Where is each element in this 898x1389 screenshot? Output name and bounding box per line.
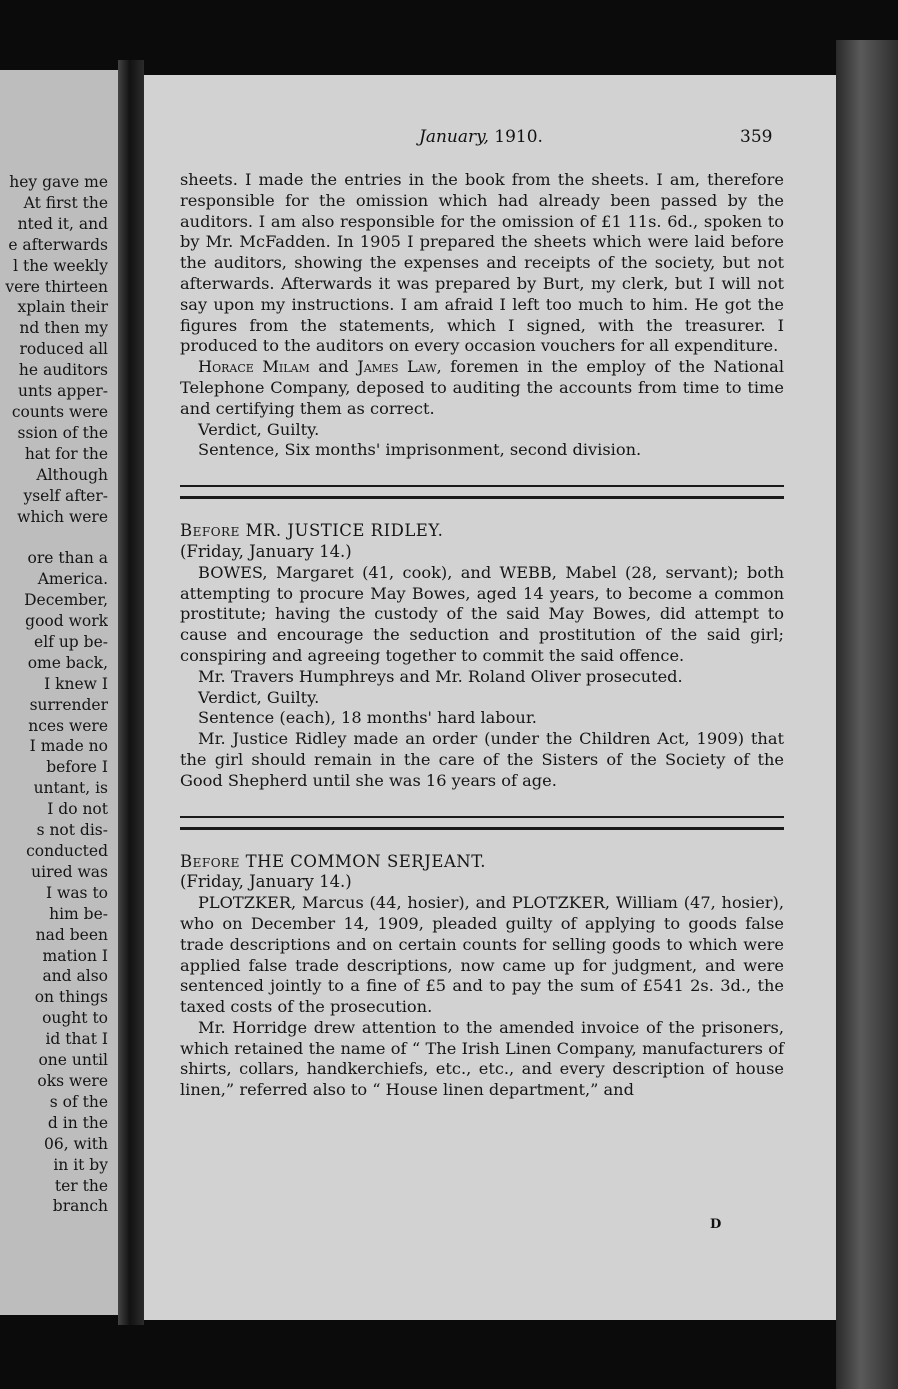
left-fragment-line: and also — [42, 967, 108, 986]
left-fragment-line: I made no — [29, 737, 108, 756]
left-fragment-line: untant, is — [33, 779, 108, 798]
section-heading-ridley — [180, 521, 784, 542]
left-fragment-line: in it by — [53, 1155, 108, 1174]
signature-mark: D — [710, 1217, 722, 1232]
left-fragment-line — [0, 527, 108, 548]
left-fragment-line: roduced all — [19, 340, 108, 359]
header-year: 1910. — [494, 127, 543, 147]
facing-page-left — [0, 70, 118, 1315]
heading-judge: MR. JUSTICE RIDLEY. — [245, 521, 444, 541]
page-body — [180, 170, 784, 1101]
left-fragment-line: before I — [46, 758, 108, 777]
left-fragment-line: 06, with — [43, 1134, 108, 1153]
left-fragment-line: Although — [36, 465, 108, 484]
header-title — [419, 127, 543, 147]
left-fragment-line: America. — [37, 570, 108, 589]
left-fragment-line: branch — [52, 1197, 108, 1216]
testimony-paragraph: sheets. I made the entries in the book from the sheets. I am, therefore responsible for the omission which had already been passed by the auditors. I am also responsible for the omission of £1 11s. 6d., spoken to by Mr. McFadden. In 1905 I prepared the sheets which were laid before the auditors, showing the expenses and receipts of the society, but not afterwards. Afterwards it was prepared by Burt, my clerk, but I will not say upon my instructions. I am afraid I left too much to him. He got the figures from the statements, which I signed, with the treasurer. I produced to the auditors on every occasion vouchers for all expenditure. — [180, 170, 784, 356]
left-fragment-line: I knew I — [44, 674, 108, 693]
left-fragment-line: good work — [25, 612, 108, 631]
header-month: January, — [419, 127, 489, 147]
page-number: 359 — [740, 127, 773, 147]
sentence-line: Sentence, Six months' imprisonment, second division. — [198, 440, 642, 460]
left-fragment-line: he auditors — [18, 361, 108, 380]
left-fragment-line: I was to — [46, 883, 108, 902]
witness-statement: , foremen in the employ of the National Telephone Company, deposed to auditing the accounts from time to time and certifying them as correct. — [180, 357, 784, 418]
heading-before: Before — [180, 521, 240, 541]
left-fragment-line: counts were — [11, 402, 108, 421]
left-fragment-line: At first the — [23, 193, 108, 212]
page-edge-shadow — [836, 40, 898, 1389]
witness-name-law: James Law — [357, 357, 437, 377]
sentence-line: Sentence (each), 18 months' hard labour. — [198, 708, 537, 728]
section-date: (Friday, January 14.) — [180, 541, 352, 561]
left-fragment-line: ter the — [54, 1176, 108, 1195]
witness-paragraph — [180, 357, 784, 419]
heading-judge: THE COMMON SERJEANT. — [245, 851, 487, 871]
left-fragment-line: nces were — [28, 716, 108, 735]
running-header — [144, 127, 836, 153]
section-date: (Friday, January 14.) — [180, 872, 352, 892]
left-fragment-line: ssion of the — [17, 423, 108, 442]
left-fragment-line: yself after- — [23, 486, 108, 505]
left-fragment-line: ought to — [42, 1009, 108, 1028]
left-fragment-line: nd then my — [19, 319, 108, 338]
witness-and: and — [309, 357, 358, 377]
left-fragment-line: uired was — [31, 862, 108, 881]
left-fragment-line: e afterwards — [8, 235, 108, 254]
left-fragment-line: id that I — [45, 1030, 108, 1049]
left-fragment-line: d in the — [47, 1113, 108, 1132]
left-fragment-line: on things — [34, 988, 108, 1007]
left-fragment-line: one until — [38, 1051, 108, 1070]
left-fragment-line: ore than a — [27, 549, 108, 568]
left-fragment-line: elf up be- — [34, 632, 108, 651]
book-gutter — [118, 60, 144, 1325]
invoice-paragraph: Mr. Horridge drew attention to the amended invoice of the prisoners, which retained the name of “ The Irish Linen Company, manufacturers of shirts, collars, handkerchiefs, etc., etc., and every description of house linen,” referred also to “ House linen department,” and — [180, 1017, 784, 1100]
left-fragment-line: hat for the — [24, 444, 108, 463]
counsel-line: Mr. Travers Humphreys and Mr. Roland Oliver prosecuted. — [198, 666, 683, 686]
heading-before: Before — [180, 851, 240, 871]
charge-paragraph: PLOTZKER, Marcus (44, hosier), and PLOTZKER, William (47, hosier), who on December 14, 1909, pleaded guilty of applying to goods false trade descriptions and on certain counts for selling goods to which were applied false trade descriptions, now came up for judgment, and were sentenced jointly to a fine of £5 and to pay the sum of £541 2s. 3d., the taxed costs of the prosecution. — [180, 893, 784, 1017]
left-fragment-line: I do not — [47, 800, 108, 819]
left-fragment-line: December, — [24, 591, 108, 610]
left-fragment-line: xplain their — [17, 298, 108, 317]
page-359 — [144, 75, 836, 1320]
left-fragment-line: mation I — [42, 946, 108, 965]
left-fragment-line: l the weekly — [13, 256, 108, 275]
left-fragment-line: nad been — [35, 925, 108, 944]
left-fragment-line: hey gave me — [9, 173, 108, 191]
verdict-line: Verdict, Guilty. — [198, 687, 320, 707]
section-divider — [180, 485, 784, 499]
left-fragment-line: ome back, — [27, 653, 108, 672]
section-heading-common-serjeant — [180, 852, 784, 873]
charge-paragraph: BOWES, Margaret (41, cook), and WEBB, Mabel (28, servant); both attempting to procure May Bowes, aged 14 years, to become a common prostitute; having the custody of the said May Bowes, did attempt to cause and encourage the seduction and prostitution of the said girl; conspiring and agreeing together to commit the said offence. — [180, 562, 784, 665]
left-fragment-line: s of the — [49, 1092, 108, 1111]
left-fragment-line: which were — [17, 507, 108, 526]
witness-name-milam: Horace Milam — [198, 357, 310, 377]
left-fragment-line: nted it, and — [17, 214, 108, 233]
left-fragment-line: oks were — [37, 1071, 108, 1090]
left-fragment-line: him be- — [49, 904, 108, 923]
left-fragment-line: s not dis- — [36, 821, 108, 840]
left-fragment-line: unts apper- — [18, 382, 108, 401]
verdict-line: Verdict, Guilty. — [198, 419, 320, 439]
left-page-text-fragments — [0, 172, 108, 1217]
left-fragment-line: vere thirteen — [5, 277, 108, 296]
order-paragraph: Mr. Justice Ridley made an order (under the Children Act, 1909) that the girl should remain in the care of the Sisters of the Society of the Good Shepherd until she was 16 years of age. — [180, 729, 784, 790]
left-fragment-line: surrender — [29, 695, 108, 714]
left-fragment-line: conducted — [26, 842, 108, 860]
section-divider — [180, 816, 784, 830]
